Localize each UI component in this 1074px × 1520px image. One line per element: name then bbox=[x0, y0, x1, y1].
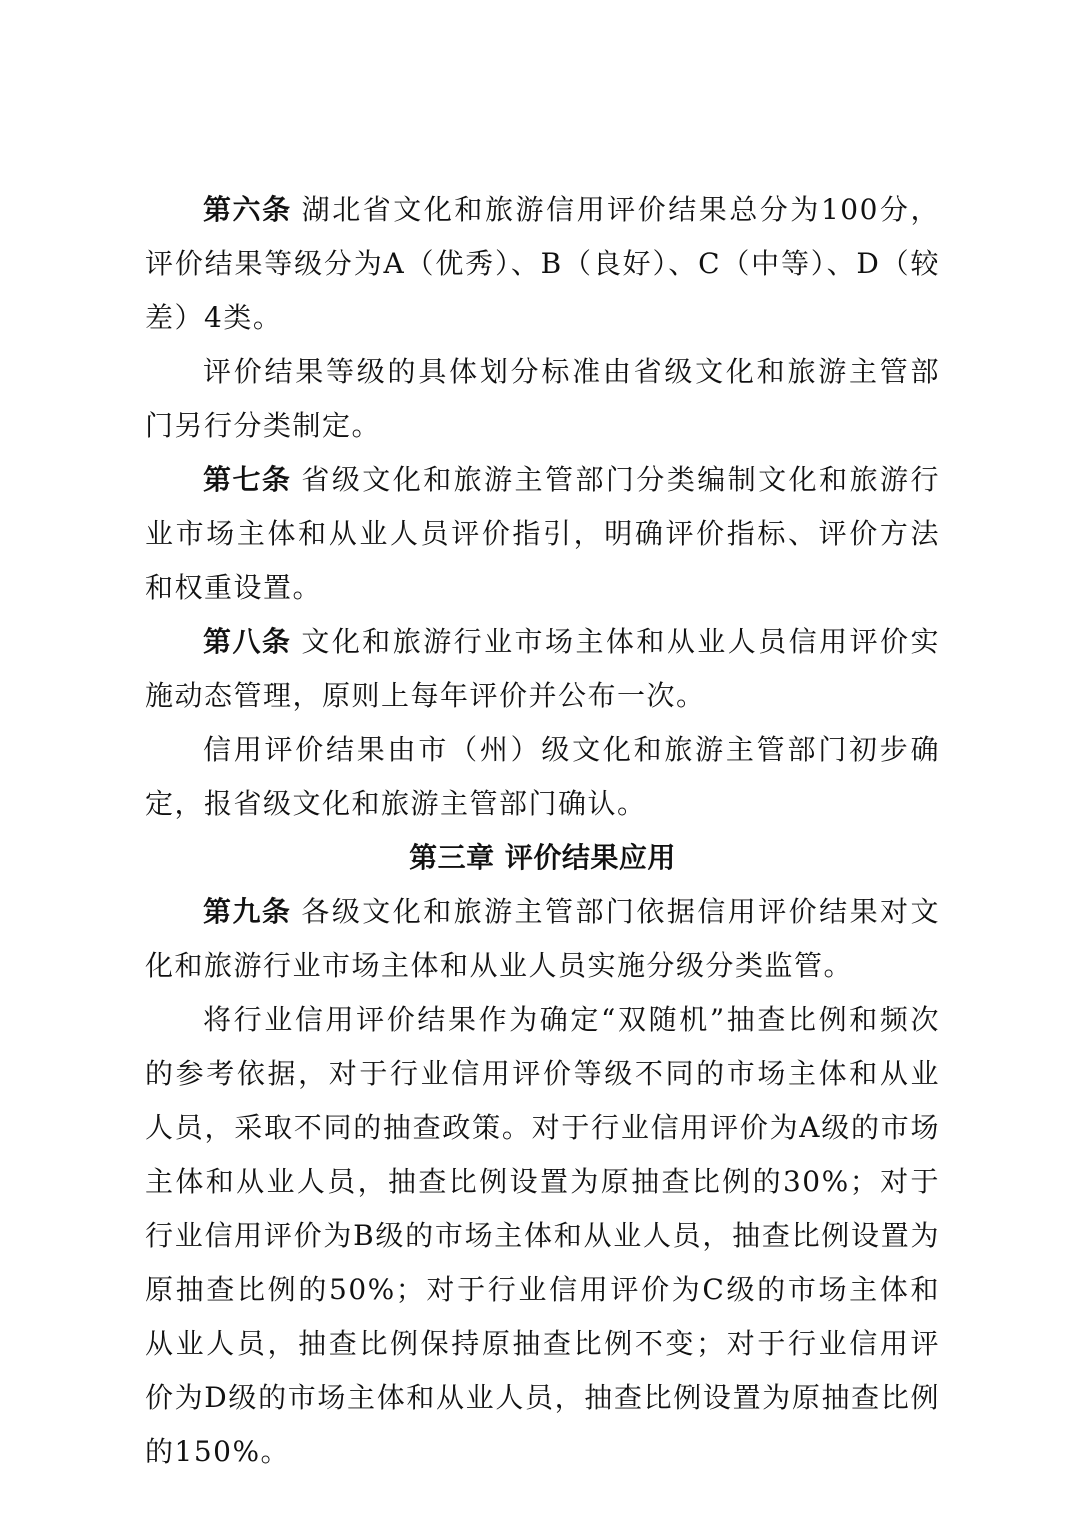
article-7-paragraph bbox=[145, 453, 940, 615]
article-9-paragraph bbox=[145, 885, 940, 993]
article-7-label: 第七条 bbox=[203, 463, 292, 496]
chapter-3-heading: 第三章 评价结果应用 bbox=[409, 841, 676, 874]
article-9-text: 各级文化和旅游主管部门依据信用评价结果对文化和旅游行业市场主体和从业人员实施分级分类监管。 bbox=[145, 895, 940, 982]
article-9-paragraph-2: 将行业信用评价结果作为确定“双随机”抽查比例和频次的参考依据，对于行业信用评价等级不同的市场主体和从业人员，采取不同的抽查政策。对于行业信用评价为A级的市场主体和从业人员，抽查比例设置为原抽查比例的30%；对于行业信用评价为B级的市场主体和从业人员，抽查比例设置为原抽查比例的50%；对于行业信用评价为C级的市场主体和从业人员，抽查比例保持原抽查比例不变；对于行业信用评价为D级的市场主体和从业人员，抽查比例设置为原抽查比例的150%。 bbox=[145, 1003, 940, 1468]
article-6-text: 湖北省文化和旅游信用评价结果总分为100分，评价结果等级分为A（优秀）、B（良好）、C（中等）、D（较差）4类。 bbox=[145, 193, 940, 334]
article-6-paragraph bbox=[145, 183, 940, 345]
article-8-paragraph bbox=[145, 615, 940, 723]
article-7-text: 省级文化和旅游主管部门分类编制文化和旅游行业市场主体和从业人员评价指引，明确评价指标、评价方法和权重设置。 bbox=[145, 463, 940, 604]
article-6-paragraph-2: 评价结果等级的具体划分标准由省级文化和旅游主管部门另行分类制定。 bbox=[145, 355, 940, 442]
article-8-text: 文化和旅游行业市场主体和从业人员信用评价实施动态管理，原则上每年评价并公布一次。 bbox=[145, 625, 940, 712]
article-6-label: 第六条 bbox=[203, 193, 292, 226]
document-page bbox=[145, 183, 940, 1479]
article-8-label: 第八条 bbox=[203, 625, 292, 658]
article-9-label: 第九条 bbox=[203, 895, 292, 928]
article-8-paragraph-2: 信用评价结果由市（州）级文化和旅游主管部门初步确定，报省级文化和旅游主管部门确认。 bbox=[145, 733, 940, 820]
